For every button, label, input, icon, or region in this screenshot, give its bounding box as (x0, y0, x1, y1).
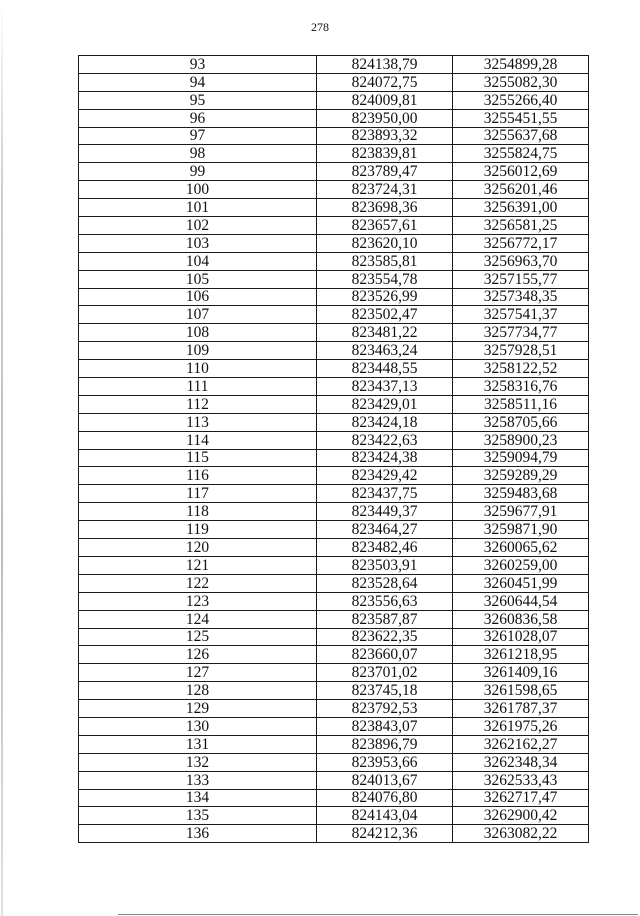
point-number-cell: 134 (79, 789, 317, 807)
x-coordinate-cell: 823554,78 (317, 270, 453, 288)
coordinates-table-container (78, 55, 588, 843)
y-coordinate-cell: 3255266,40 (453, 91, 589, 109)
point-number-cell: 108 (79, 324, 317, 342)
y-coordinate-cell: 3263082,22 (453, 825, 589, 843)
y-coordinate-cell: 3259094,79 (453, 449, 589, 467)
y-coordinate-cell: 3262348,34 (453, 753, 589, 771)
y-coordinate-cell: 3257734,77 (453, 324, 589, 342)
y-coordinate-cell: 3259871,90 (453, 521, 589, 539)
table-row (79, 360, 589, 378)
x-coordinate-cell: 823620,10 (317, 234, 453, 252)
y-coordinate-cell: 3260259,00 (453, 556, 589, 574)
y-coordinate-cell: 3259289,29 (453, 467, 589, 485)
table-row (79, 270, 589, 288)
table-row (79, 646, 589, 664)
y-coordinate-cell: 3256012,69 (453, 163, 589, 181)
point-number-cell: 107 (79, 306, 317, 324)
x-coordinate-cell: 824009,81 (317, 91, 453, 109)
y-coordinate-cell: 3255082,30 (453, 73, 589, 91)
table-row (79, 700, 589, 718)
x-coordinate-cell: 823701,02 (317, 664, 453, 682)
y-coordinate-cell: 3258900,23 (453, 431, 589, 449)
table-row (79, 503, 589, 521)
table-row (79, 807, 589, 825)
x-coordinate-cell: 823896,79 (317, 735, 453, 753)
x-coordinate-cell: 823789,47 (317, 163, 453, 181)
table-row (79, 91, 589, 109)
y-coordinate-cell: 3261975,26 (453, 717, 589, 735)
point-number-cell: 99 (79, 163, 317, 181)
y-coordinate-cell: 3258705,66 (453, 413, 589, 431)
point-number-cell: 118 (79, 503, 317, 521)
y-coordinate-cell: 3262717,47 (453, 789, 589, 807)
x-coordinate-cell: 823698,36 (317, 199, 453, 217)
x-coordinate-cell: 823528,64 (317, 574, 453, 592)
y-coordinate-cell: 3261409,16 (453, 664, 589, 682)
x-coordinate-cell: 823792,53 (317, 700, 453, 718)
table-row (79, 717, 589, 735)
table-row (79, 610, 589, 628)
point-number-cell: 133 (79, 771, 317, 789)
table-row (79, 753, 589, 771)
y-coordinate-cell: 3255451,55 (453, 109, 589, 127)
y-coordinate-cell: 3256391,00 (453, 199, 589, 217)
table-row (79, 145, 589, 163)
y-coordinate-cell: 3256581,25 (453, 217, 589, 235)
point-number-cell: 94 (79, 73, 317, 91)
y-coordinate-cell: 3261218,95 (453, 646, 589, 664)
point-number-cell: 95 (79, 91, 317, 109)
y-coordinate-cell: 3260451,99 (453, 574, 589, 592)
point-number-cell: 103 (79, 234, 317, 252)
table-row (79, 342, 589, 360)
x-coordinate-cell: 823502,47 (317, 306, 453, 324)
x-coordinate-cell: 824138,79 (317, 56, 453, 74)
point-number-cell: 121 (79, 556, 317, 574)
table-row (79, 771, 589, 789)
point-number-cell: 132 (79, 753, 317, 771)
y-coordinate-cell: 3261028,07 (453, 628, 589, 646)
table-row (79, 378, 589, 396)
table-row (79, 682, 589, 700)
point-number-cell: 111 (79, 378, 317, 396)
point-number-cell: 101 (79, 199, 317, 217)
page-number: 278 (311, 20, 329, 34)
table-row (79, 556, 589, 574)
point-number-cell: 136 (79, 825, 317, 843)
y-coordinate-cell: 3258316,76 (453, 378, 589, 396)
x-coordinate-cell: 824212,36 (317, 825, 453, 843)
table-row (79, 539, 589, 557)
y-coordinate-cell: 3262900,42 (453, 807, 589, 825)
x-coordinate-cell: 823481,22 (317, 324, 453, 342)
point-number-cell: 93 (79, 56, 317, 74)
x-coordinate-cell: 823448,55 (317, 360, 453, 378)
point-number-cell: 125 (79, 628, 317, 646)
table-row (79, 485, 589, 503)
y-coordinate-cell: 3254899,28 (453, 56, 589, 74)
table-row (79, 109, 589, 127)
x-coordinate-cell: 823556,63 (317, 592, 453, 610)
x-coordinate-cell: 823482,46 (317, 539, 453, 557)
point-number-cell: 126 (79, 646, 317, 664)
point-number-cell: 104 (79, 252, 317, 270)
y-coordinate-cell: 3262533,43 (453, 771, 589, 789)
y-coordinate-cell: 3261787,37 (453, 700, 589, 718)
table-row (79, 413, 589, 431)
x-coordinate-cell: 823839,81 (317, 145, 453, 163)
point-number-cell: 106 (79, 288, 317, 306)
table-row (79, 825, 589, 843)
x-coordinate-cell: 823429,42 (317, 467, 453, 485)
x-coordinate-cell: 824143,04 (317, 807, 453, 825)
x-coordinate-cell: 823953,66 (317, 753, 453, 771)
y-coordinate-cell: 3262162,27 (453, 735, 589, 753)
point-number-cell: 124 (79, 610, 317, 628)
coordinates-table-body (79, 56, 589, 843)
point-number-cell: 102 (79, 217, 317, 235)
x-coordinate-cell: 823424,18 (317, 413, 453, 431)
point-number-cell: 105 (79, 270, 317, 288)
table-row (79, 56, 589, 74)
point-number-cell: 97 (79, 127, 317, 145)
x-coordinate-cell: 823449,37 (317, 503, 453, 521)
table-row (79, 789, 589, 807)
table-row (79, 234, 589, 252)
table-row (79, 181, 589, 199)
point-number-cell: 110 (79, 360, 317, 378)
point-number-cell: 127 (79, 664, 317, 682)
table-row (79, 521, 589, 539)
table-row (79, 628, 589, 646)
table-row (79, 163, 589, 181)
x-coordinate-cell: 823724,31 (317, 181, 453, 199)
y-coordinate-cell: 3259677,91 (453, 503, 589, 521)
x-coordinate-cell: 823463,24 (317, 342, 453, 360)
y-coordinate-cell: 3261598,65 (453, 682, 589, 700)
point-number-cell: 131 (79, 735, 317, 753)
x-coordinate-cell: 823745,18 (317, 682, 453, 700)
x-coordinate-cell: 823526,99 (317, 288, 453, 306)
x-coordinate-cell: 823422,63 (317, 431, 453, 449)
table-row (79, 449, 589, 467)
point-number-cell: 120 (79, 539, 317, 557)
point-number-cell: 114 (79, 431, 317, 449)
coordinates-table (78, 55, 589, 843)
y-coordinate-cell: 3257928,51 (453, 342, 589, 360)
y-coordinate-cell: 3258122,52 (453, 360, 589, 378)
table-row (79, 664, 589, 682)
table-row (79, 127, 589, 145)
point-number-cell: 98 (79, 145, 317, 163)
table-row (79, 467, 589, 485)
y-coordinate-cell: 3260644,54 (453, 592, 589, 610)
point-number-cell: 115 (79, 449, 317, 467)
x-coordinate-cell: 823437,75 (317, 485, 453, 503)
point-number-cell: 116 (79, 467, 317, 485)
x-coordinate-cell: 823893,32 (317, 127, 453, 145)
x-coordinate-cell: 823464,27 (317, 521, 453, 539)
y-coordinate-cell: 3260065,62 (453, 539, 589, 557)
x-coordinate-cell: 824076,80 (317, 789, 453, 807)
y-coordinate-cell: 3256201,46 (453, 181, 589, 199)
table-row (79, 288, 589, 306)
x-coordinate-cell: 823587,87 (317, 610, 453, 628)
y-coordinate-cell: 3257541,37 (453, 306, 589, 324)
point-number-cell: 119 (79, 521, 317, 539)
point-number-cell: 130 (79, 717, 317, 735)
y-coordinate-cell: 3256772,17 (453, 234, 589, 252)
x-coordinate-cell: 823622,35 (317, 628, 453, 646)
point-number-cell: 100 (79, 181, 317, 199)
y-coordinate-cell: 3259483,68 (453, 485, 589, 503)
table-row (79, 735, 589, 753)
point-number-cell: 112 (79, 395, 317, 413)
y-coordinate-cell: 3255824,75 (453, 145, 589, 163)
point-number-cell: 129 (79, 700, 317, 718)
x-coordinate-cell: 823950,00 (317, 109, 453, 127)
table-row (79, 199, 589, 217)
scan-edge-shadow (1, 0, 3, 916)
x-coordinate-cell: 823585,81 (317, 252, 453, 270)
y-coordinate-cell: 3257155,77 (453, 270, 589, 288)
table-row (79, 324, 589, 342)
point-number-cell: 123 (79, 592, 317, 610)
point-number-cell: 96 (79, 109, 317, 127)
point-number-cell: 135 (79, 807, 317, 825)
table-row (79, 395, 589, 413)
x-coordinate-cell: 823503,91 (317, 556, 453, 574)
table-row (79, 217, 589, 235)
x-coordinate-cell: 823424,38 (317, 449, 453, 467)
x-coordinate-cell: 823429,01 (317, 395, 453, 413)
table-row (79, 592, 589, 610)
table-row (79, 306, 589, 324)
x-coordinate-cell: 823660,07 (317, 646, 453, 664)
point-number-cell: 109 (79, 342, 317, 360)
x-coordinate-cell: 823657,61 (317, 217, 453, 235)
scan-edge-line (118, 914, 638, 915)
y-coordinate-cell: 3257348,35 (453, 288, 589, 306)
table-row (79, 574, 589, 592)
point-number-cell: 122 (79, 574, 317, 592)
y-coordinate-cell: 3258511,16 (453, 395, 589, 413)
x-coordinate-cell: 823437,13 (317, 378, 453, 396)
y-coordinate-cell: 3256963,70 (453, 252, 589, 270)
x-coordinate-cell: 824072,75 (317, 73, 453, 91)
x-coordinate-cell: 823843,07 (317, 717, 453, 735)
y-coordinate-cell: 3260836,58 (453, 610, 589, 628)
point-number-cell: 117 (79, 485, 317, 503)
table-row (79, 431, 589, 449)
point-number-cell: 113 (79, 413, 317, 431)
table-row (79, 252, 589, 270)
x-coordinate-cell: 824013,67 (317, 771, 453, 789)
table-row (79, 73, 589, 91)
point-number-cell: 128 (79, 682, 317, 700)
y-coordinate-cell: 3255637,68 (453, 127, 589, 145)
